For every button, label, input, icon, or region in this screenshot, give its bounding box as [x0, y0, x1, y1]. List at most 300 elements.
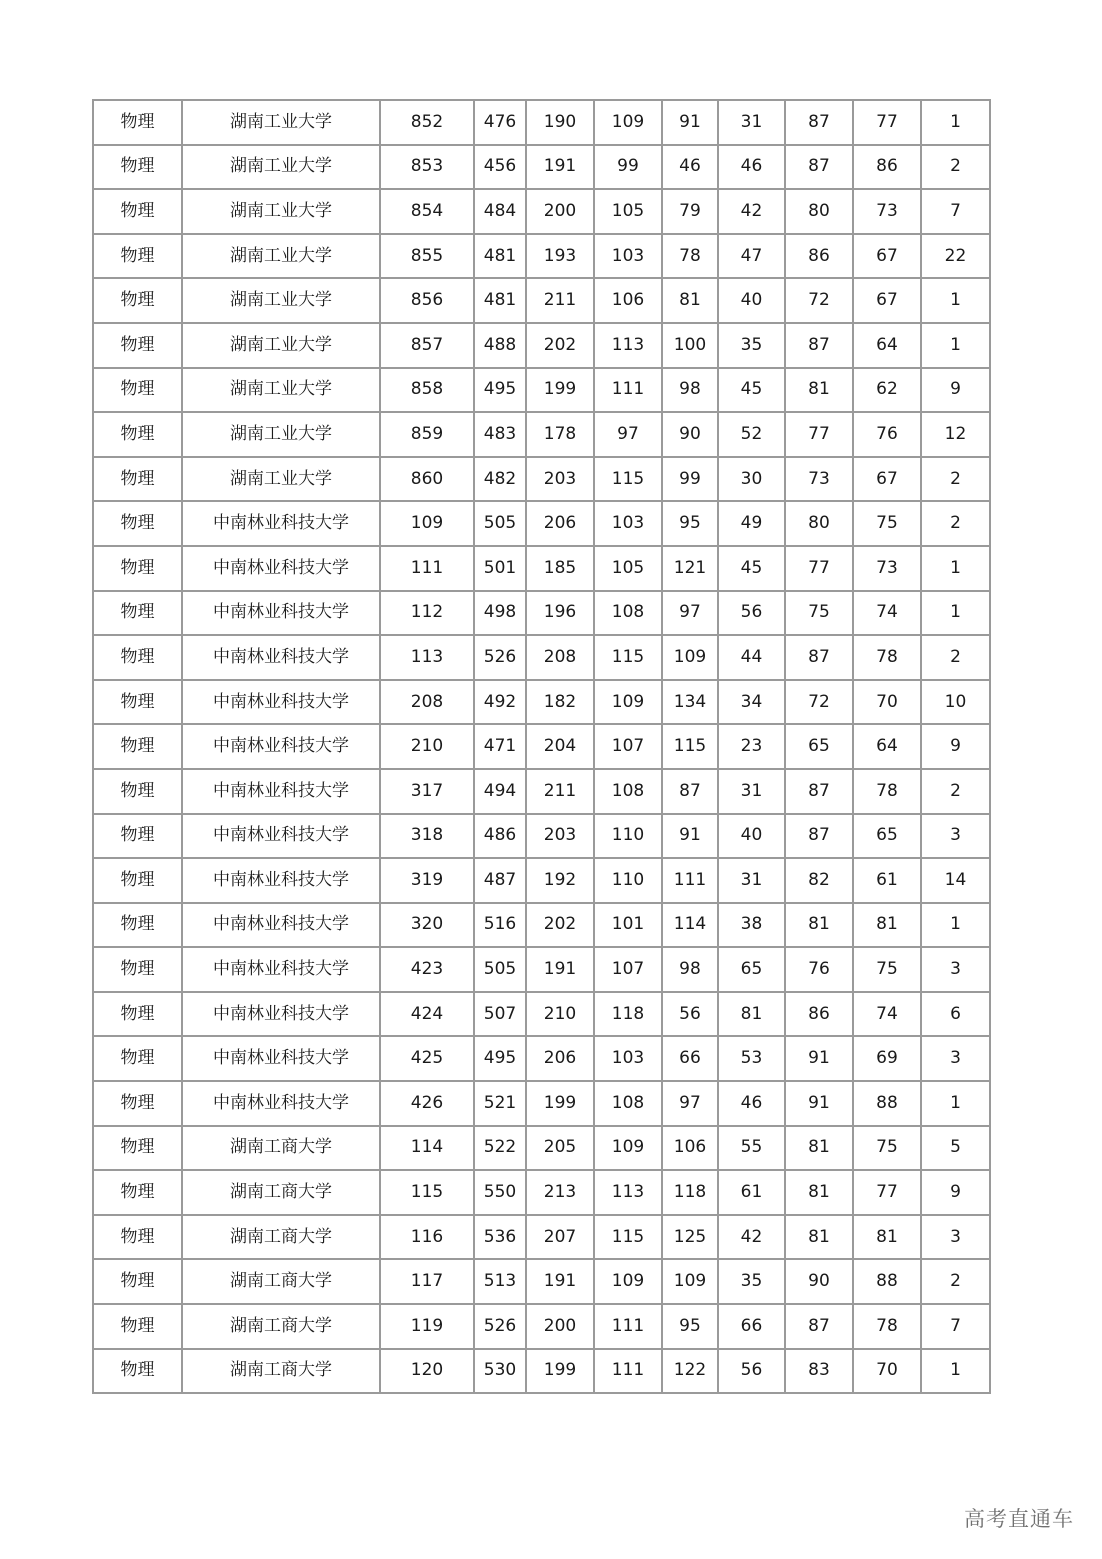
cell-plan-count: 12	[921, 412, 990, 457]
cell-major-group-code: 859	[380, 412, 474, 457]
cell-col-8: 40	[718, 278, 785, 323]
cell-col-10: 78	[853, 635, 921, 680]
cell-col-9: 81	[785, 1126, 853, 1171]
cell-math-score: 91	[662, 100, 718, 145]
cell-col-9: 77	[785, 412, 853, 457]
cell-major-group-code: 111	[380, 546, 474, 591]
cell-col-8: 46	[718, 1081, 785, 1126]
cell-col-10: 77	[853, 1170, 921, 1215]
cell-subject: 物理	[93, 1349, 182, 1394]
cell-plan-count: 9	[921, 1170, 990, 1215]
cell-chinese-math-score: 203	[526, 814, 594, 859]
cell-major-group-code: 857	[380, 323, 474, 368]
cell-plan-count: 1	[921, 591, 990, 636]
score-table	[92, 99, 991, 1394]
cell-chinese-score: 113	[594, 1170, 662, 1215]
cell-subject: 物理	[93, 1036, 182, 1081]
cell-min-score: 481	[474, 234, 526, 279]
cell-subject: 物理	[93, 1126, 182, 1171]
cell-col-9: 87	[785, 145, 853, 190]
cell-plan-count: 2	[921, 457, 990, 502]
cell-university: 中南林业科技大学	[182, 546, 380, 591]
cell-plan-count: 3	[921, 814, 990, 859]
cell-col-10: 75	[853, 1126, 921, 1171]
cell-col-10: 64	[853, 724, 921, 769]
cell-min-score: 550	[474, 1170, 526, 1215]
cell-major-group-code: 860	[380, 457, 474, 502]
cell-plan-count: 1	[921, 278, 990, 323]
cell-col-9: 81	[785, 1170, 853, 1215]
cell-math-score: 81	[662, 278, 718, 323]
cell-university: 中南林业科技大学	[182, 591, 380, 636]
cell-university: 湖南工业大学	[182, 457, 380, 502]
cell-university: 中南林业科技大学	[182, 903, 380, 948]
cell-chinese-score: 111	[594, 368, 662, 413]
cell-major-group-code: 116	[380, 1215, 474, 1260]
cell-subject: 物理	[93, 680, 182, 725]
cell-col-10: 65	[853, 814, 921, 859]
cell-col-10: 75	[853, 501, 921, 546]
cell-chinese-score: 109	[594, 1259, 662, 1304]
cell-math-score: 87	[662, 769, 718, 814]
cell-chinese-score: 109	[594, 100, 662, 145]
cell-chinese-math-score: 202	[526, 903, 594, 948]
cell-min-score: 487	[474, 858, 526, 903]
cell-math-score: 111	[662, 858, 718, 903]
cell-col-8: 47	[718, 234, 785, 279]
table-row	[93, 1349, 990, 1394]
cell-major-group-code: 109	[380, 501, 474, 546]
cell-min-score: 483	[474, 412, 526, 457]
cell-min-score: 488	[474, 323, 526, 368]
cell-col-9: 82	[785, 858, 853, 903]
cell-major-group-code: 119	[380, 1304, 474, 1349]
cell-university: 中南林业科技大学	[182, 992, 380, 1037]
cell-col-10: 88	[853, 1259, 921, 1304]
cell-chinese-math-score: 211	[526, 769, 594, 814]
cell-university: 中南林业科技大学	[182, 947, 380, 992]
cell-subject: 物理	[93, 591, 182, 636]
cell-col-8: 34	[718, 680, 785, 725]
cell-col-9: 83	[785, 1349, 853, 1394]
cell-col-9: 76	[785, 947, 853, 992]
table-row	[93, 1036, 990, 1081]
cell-university: 湖南工商大学	[182, 1126, 380, 1171]
cell-subject: 物理	[93, 1215, 182, 1260]
cell-plan-count: 2	[921, 635, 990, 680]
cell-plan-count: 1	[921, 546, 990, 591]
table-row	[93, 1170, 990, 1215]
cell-col-9: 87	[785, 323, 853, 368]
cell-min-score: 471	[474, 724, 526, 769]
cell-major-group-code: 320	[380, 903, 474, 948]
cell-university: 湖南工业大学	[182, 412, 380, 457]
cell-min-score: 456	[474, 145, 526, 190]
cell-col-9: 77	[785, 546, 853, 591]
cell-min-score: 501	[474, 546, 526, 591]
cell-chinese-score: 109	[594, 680, 662, 725]
table-row	[93, 814, 990, 859]
cell-subject: 物理	[93, 1081, 182, 1126]
cell-col-8: 42	[718, 189, 785, 234]
cell-col-10: 62	[853, 368, 921, 413]
cell-university: 中南林业科技大学	[182, 769, 380, 814]
cell-col-9: 65	[785, 724, 853, 769]
cell-university: 中南林业科技大学	[182, 635, 380, 680]
cell-col-10: 70	[853, 680, 921, 725]
cell-subject: 物理	[93, 814, 182, 859]
cell-col-9: 86	[785, 234, 853, 279]
table-row	[93, 546, 990, 591]
cell-col-10: 78	[853, 1304, 921, 1349]
cell-col-10: 70	[853, 1349, 921, 1394]
cell-min-score: 476	[474, 100, 526, 145]
cell-plan-count: 2	[921, 145, 990, 190]
cell-university: 中南林业科技大学	[182, 858, 380, 903]
cell-min-score: 495	[474, 368, 526, 413]
cell-chinese-score: 110	[594, 814, 662, 859]
table-row	[93, 858, 990, 903]
cell-math-score: 95	[662, 1304, 718, 1349]
cell-col-8: 35	[718, 323, 785, 368]
cell-math-score: 98	[662, 368, 718, 413]
cell-col-9: 87	[785, 635, 853, 680]
cell-plan-count: 2	[921, 501, 990, 546]
cell-university: 湖南工商大学	[182, 1259, 380, 1304]
cell-math-score: 95	[662, 501, 718, 546]
cell-chinese-math-score: 200	[526, 189, 594, 234]
cell-min-score: 486	[474, 814, 526, 859]
table-row	[93, 947, 990, 992]
cell-col-9: 91	[785, 1036, 853, 1081]
cell-chinese-math-score: 199	[526, 368, 594, 413]
cell-major-group-code: 853	[380, 145, 474, 190]
cell-chinese-score: 107	[594, 947, 662, 992]
cell-chinese-math-score: 182	[526, 680, 594, 725]
cell-chinese-math-score: 207	[526, 1215, 594, 1260]
cell-plan-count: 22	[921, 234, 990, 279]
cell-col-8: 35	[718, 1259, 785, 1304]
cell-chinese-score: 105	[594, 546, 662, 591]
cell-chinese-math-score: 185	[526, 546, 594, 591]
cell-col-9: 80	[785, 501, 853, 546]
cell-col-10: 69	[853, 1036, 921, 1081]
cell-min-score: 481	[474, 278, 526, 323]
cell-min-score: 492	[474, 680, 526, 725]
cell-major-group-code: 113	[380, 635, 474, 680]
cell-col-10: 88	[853, 1081, 921, 1126]
cell-chinese-math-score: 203	[526, 457, 594, 502]
cell-chinese-score: 101	[594, 903, 662, 948]
cell-university: 中南林业科技大学	[182, 501, 380, 546]
cell-subject: 物理	[93, 278, 182, 323]
cell-col-9: 81	[785, 368, 853, 413]
cell-chinese-math-score: 206	[526, 501, 594, 546]
cell-col-10: 74	[853, 591, 921, 636]
cell-subject: 物理	[93, 501, 182, 546]
cell-subject: 物理	[93, 189, 182, 234]
cell-min-score: 482	[474, 457, 526, 502]
table-row	[93, 903, 990, 948]
table-row	[93, 591, 990, 636]
cell-col-9: 81	[785, 1215, 853, 1260]
table-row	[93, 145, 990, 190]
cell-plan-count: 14	[921, 858, 990, 903]
cell-chinese-score: 107	[594, 724, 662, 769]
cell-university: 中南林业科技大学	[182, 724, 380, 769]
cell-col-8: 44	[718, 635, 785, 680]
table-row	[93, 635, 990, 680]
cell-chinese-score: 108	[594, 591, 662, 636]
cell-col-8: 65	[718, 947, 785, 992]
cell-col-8: 61	[718, 1170, 785, 1215]
cell-math-score: 91	[662, 814, 718, 859]
cell-plan-count: 1	[921, 1349, 990, 1394]
cell-min-score: 484	[474, 189, 526, 234]
cell-min-score: 513	[474, 1259, 526, 1304]
cell-col-10: 77	[853, 100, 921, 145]
table-row	[93, 501, 990, 546]
cell-subject: 物理	[93, 546, 182, 591]
cell-university: 湖南工业大学	[182, 278, 380, 323]
cell-min-score: 521	[474, 1081, 526, 1126]
cell-math-score: 90	[662, 412, 718, 457]
cell-col-10: 67	[853, 278, 921, 323]
cell-math-score: 121	[662, 546, 718, 591]
cell-col-9: 87	[785, 1304, 853, 1349]
cell-university: 中南林业科技大学	[182, 814, 380, 859]
cell-plan-count: 2	[921, 1259, 990, 1304]
cell-col-9: 86	[785, 992, 853, 1037]
cell-university: 湖南工业大学	[182, 368, 380, 413]
cell-major-group-code: 318	[380, 814, 474, 859]
watermark-text: 高考直通车	[964, 1507, 1074, 1531]
cell-chinese-math-score: 199	[526, 1081, 594, 1126]
cell-chinese-math-score: 178	[526, 412, 594, 457]
cell-col-9: 87	[785, 769, 853, 814]
cell-col-8: 38	[718, 903, 785, 948]
table-row	[93, 412, 990, 457]
cell-subject: 物理	[93, 635, 182, 680]
cell-math-score: 109	[662, 1259, 718, 1304]
cell-col-9: 87	[785, 814, 853, 859]
cell-chinese-math-score: 211	[526, 278, 594, 323]
cell-col-10: 73	[853, 546, 921, 591]
cell-col-10: 64	[853, 323, 921, 368]
cell-major-group-code: 115	[380, 1170, 474, 1215]
cell-math-score: 122	[662, 1349, 718, 1394]
cell-chinese-score: 115	[594, 457, 662, 502]
cell-subject: 物理	[93, 724, 182, 769]
cell-plan-count: 6	[921, 992, 990, 1037]
cell-chinese-score: 103	[594, 501, 662, 546]
table-row	[93, 1304, 990, 1349]
cell-subject: 物理	[93, 992, 182, 1037]
cell-math-score: 56	[662, 992, 718, 1037]
cell-min-score: 526	[474, 1304, 526, 1349]
cell-min-score: 498	[474, 591, 526, 636]
cell-col-9: 87	[785, 100, 853, 145]
table-row	[93, 1081, 990, 1126]
cell-university: 湖南工业大学	[182, 234, 380, 279]
cell-chinese-math-score: 208	[526, 635, 594, 680]
table-row	[93, 680, 990, 725]
cell-min-score: 522	[474, 1126, 526, 1171]
cell-min-score: 507	[474, 992, 526, 1037]
cell-col-8: 30	[718, 457, 785, 502]
cell-col-8: 55	[718, 1126, 785, 1171]
cell-major-group-code: 114	[380, 1126, 474, 1171]
cell-col-10: 76	[853, 412, 921, 457]
cell-col-8: 23	[718, 724, 785, 769]
cell-university: 湖南工商大学	[182, 1170, 380, 1215]
cell-math-score: 100	[662, 323, 718, 368]
cell-chinese-math-score: 210	[526, 992, 594, 1037]
cell-major-group-code: 856	[380, 278, 474, 323]
cell-major-group-code: 120	[380, 1349, 474, 1394]
cell-chinese-math-score: 191	[526, 145, 594, 190]
cell-math-score: 106	[662, 1126, 718, 1171]
cell-col-9: 91	[785, 1081, 853, 1126]
cell-chinese-score: 118	[594, 992, 662, 1037]
cell-subject: 物理	[93, 323, 182, 368]
cell-col-8: 56	[718, 1349, 785, 1394]
cell-plan-count: 1	[921, 903, 990, 948]
cell-col-8: 45	[718, 546, 785, 591]
cell-min-score: 494	[474, 769, 526, 814]
cell-col-8: 45	[718, 368, 785, 413]
cell-col-8: 31	[718, 858, 785, 903]
cell-math-score: 114	[662, 903, 718, 948]
cell-chinese-math-score: 191	[526, 1259, 594, 1304]
cell-col-9: 72	[785, 278, 853, 323]
cell-chinese-score: 99	[594, 145, 662, 190]
cell-chinese-score: 109	[594, 1126, 662, 1171]
cell-chinese-score: 110	[594, 858, 662, 903]
cell-min-score: 495	[474, 1036, 526, 1081]
table-row	[93, 1126, 990, 1171]
cell-col-10: 67	[853, 457, 921, 502]
cell-min-score: 516	[474, 903, 526, 948]
cell-chinese-math-score: 205	[526, 1126, 594, 1171]
cell-math-score: 66	[662, 1036, 718, 1081]
cell-plan-count: 1	[921, 323, 990, 368]
cell-col-9: 73	[785, 457, 853, 502]
table-row	[93, 278, 990, 323]
table-row	[93, 100, 990, 145]
cell-major-group-code: 855	[380, 234, 474, 279]
score-table-body	[93, 100, 990, 1393]
cell-chinese-score: 108	[594, 769, 662, 814]
cell-major-group-code: 426	[380, 1081, 474, 1126]
cell-col-10: 81	[853, 903, 921, 948]
cell-min-score: 526	[474, 635, 526, 680]
cell-min-score: 530	[474, 1349, 526, 1394]
cell-subject: 物理	[93, 145, 182, 190]
cell-col-10: 78	[853, 769, 921, 814]
cell-chinese-score: 103	[594, 1036, 662, 1081]
cell-col-8: 40	[718, 814, 785, 859]
table-row	[93, 323, 990, 368]
table-row	[93, 724, 990, 769]
cell-col-8: 46	[718, 145, 785, 190]
cell-subject: 物理	[93, 368, 182, 413]
cell-col-10: 75	[853, 947, 921, 992]
cell-col-8: 31	[718, 100, 785, 145]
cell-math-score: 125	[662, 1215, 718, 1260]
cell-plan-count: 5	[921, 1126, 990, 1171]
cell-chinese-math-score: 193	[526, 234, 594, 279]
cell-chinese-score: 115	[594, 1215, 662, 1260]
cell-major-group-code: 852	[380, 100, 474, 145]
cell-subject: 物理	[93, 769, 182, 814]
cell-major-group-code: 423	[380, 947, 474, 992]
cell-university: 中南林业科技大学	[182, 1036, 380, 1081]
cell-col-10: 73	[853, 189, 921, 234]
table-row	[93, 1215, 990, 1260]
cell-subject: 物理	[93, 858, 182, 903]
cell-math-score: 97	[662, 591, 718, 636]
cell-subject: 物理	[93, 947, 182, 992]
cell-subject: 物理	[93, 100, 182, 145]
table-row	[93, 234, 990, 279]
cell-col-8: 52	[718, 412, 785, 457]
cell-major-group-code: 117	[380, 1259, 474, 1304]
cell-plan-count: 3	[921, 1215, 990, 1260]
cell-chinese-score: 111	[594, 1349, 662, 1394]
cell-col-9: 72	[785, 680, 853, 725]
cell-chinese-score: 97	[594, 412, 662, 457]
cell-major-group-code: 112	[380, 591, 474, 636]
cell-subject: 物理	[93, 1259, 182, 1304]
cell-min-score: 505	[474, 501, 526, 546]
cell-min-score: 505	[474, 947, 526, 992]
cell-university: 湖南工商大学	[182, 1215, 380, 1260]
cell-subject: 物理	[93, 1304, 182, 1349]
cell-university: 湖南工业大学	[182, 189, 380, 234]
cell-major-group-code: 319	[380, 858, 474, 903]
cell-col-9: 80	[785, 189, 853, 234]
cell-chinese-score: 115	[594, 635, 662, 680]
cell-university: 湖南工业大学	[182, 323, 380, 368]
cell-plan-count: 9	[921, 368, 990, 413]
cell-col-8: 56	[718, 591, 785, 636]
cell-major-group-code: 208	[380, 680, 474, 725]
table-row	[93, 189, 990, 234]
cell-plan-count: 7	[921, 1304, 990, 1349]
cell-subject: 物理	[93, 1170, 182, 1215]
cell-chinese-math-score: 200	[526, 1304, 594, 1349]
cell-subject: 物理	[93, 412, 182, 457]
cell-math-score: 118	[662, 1170, 718, 1215]
cell-chinese-score: 108	[594, 1081, 662, 1126]
cell-math-score: 79	[662, 189, 718, 234]
table-row	[93, 769, 990, 814]
cell-col-9: 81	[785, 903, 853, 948]
cell-subject: 物理	[93, 457, 182, 502]
cell-plan-count: 1	[921, 1081, 990, 1126]
cell-chinese-score: 113	[594, 323, 662, 368]
cell-major-group-code: 317	[380, 769, 474, 814]
cell-math-score: 97	[662, 1081, 718, 1126]
cell-major-group-code: 854	[380, 189, 474, 234]
cell-chinese-math-score: 190	[526, 100, 594, 145]
cell-math-score: 78	[662, 234, 718, 279]
cell-math-score: 98	[662, 947, 718, 992]
cell-plan-count: 9	[921, 724, 990, 769]
cell-chinese-math-score: 202	[526, 323, 594, 368]
cell-plan-count: 3	[921, 947, 990, 992]
